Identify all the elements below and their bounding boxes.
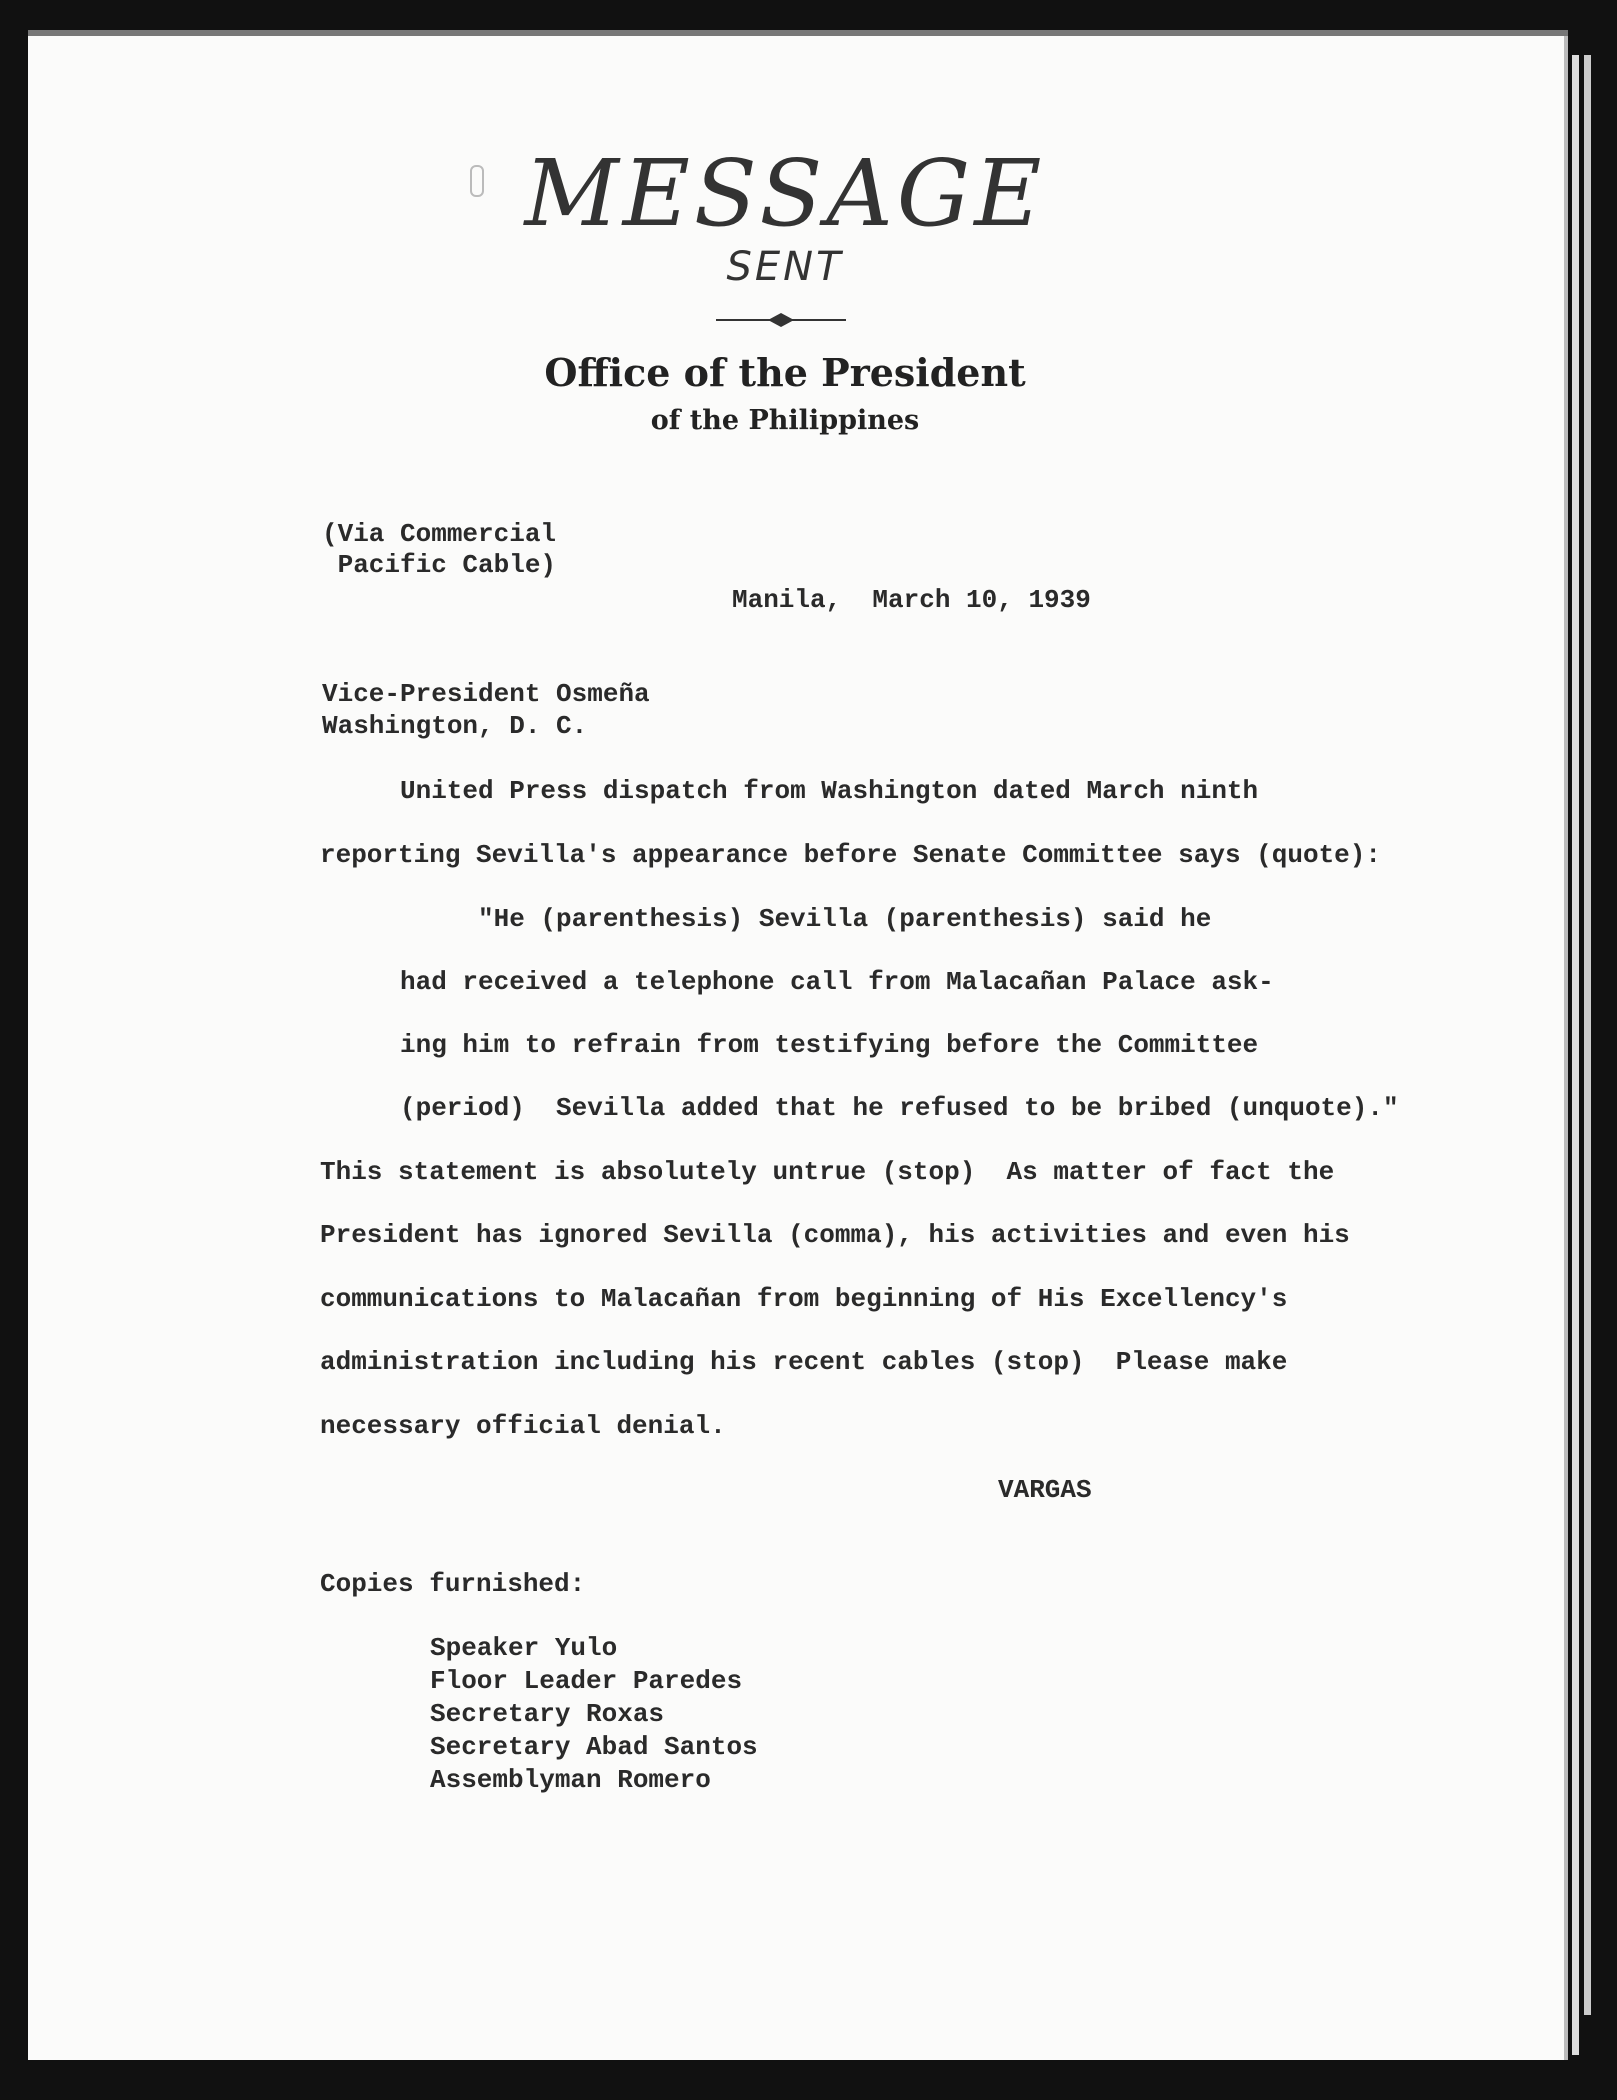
body-line: administration including his recent cables (stop) Please make [320, 1347, 1288, 1377]
copy-recipient: Secretary Roxas [430, 1699, 665, 1729]
office-name-sub: of the Philippines [650, 405, 920, 436]
body-line: (period) Sevilla added that he refused to be bribed (unquote)." [400, 1093, 1399, 1123]
body-line: United Press dispatch from Washington dated March ninth [400, 776, 1259, 806]
page-stack-edge [1572, 55, 1579, 2055]
addressee-location: Washington, D. C. [322, 711, 588, 741]
body-line: This statement is absolutely untrue (stop) As matter of fact the [320, 1157, 1335, 1187]
body-line: President has ignored Sevilla (comma), his activities and even his [320, 1220, 1350, 1250]
body-line: ing him to refrain from testifying before the Committee [400, 1030, 1259, 1060]
copies-heading: Copies furnished: [320, 1569, 586, 1599]
body-line: had received a telephone call from Malacañan Palace ask- [400, 967, 1274, 997]
copy-recipient: Secretary Abad Santos [430, 1732, 758, 1762]
letterhead-title: MESSAGE [524, 140, 1046, 247]
copies-list [430, 1633, 758, 1798]
body-line: reporting Sevilla's appearance before Senate Committee says (quote): [320, 840, 1381, 870]
letterhead-subtitle: SENT [726, 244, 844, 290]
office-name: Office of the President [544, 350, 1026, 395]
copy-recipient: Floor Leader Paredes [430, 1666, 743, 1696]
page-stack-edge [1584, 55, 1591, 2015]
routing-line: Pacific Cable) [322, 550, 557, 580]
divider-ornament [716, 310, 846, 330]
body-line: communications to Malacañan from beginning of His Excellency's [320, 1284, 1288, 1314]
body-line: "He (parenthesis) Sevilla (parenthesis) said he [478, 904, 1212, 934]
copy-recipient: Assemblyman Romero [430, 1765, 711, 1795]
routing-line: (Via Commercial [322, 519, 557, 549]
addressee-name: Vice-President Osmeña [322, 679, 650, 709]
copy-recipient: Speaker Yulo [430, 1633, 618, 1663]
body-line: necessary official denial. [320, 1411, 726, 1441]
signature: VARGAS [998, 1475, 1092, 1505]
dateline: Manila, March 10, 1939 [732, 585, 1091, 615]
